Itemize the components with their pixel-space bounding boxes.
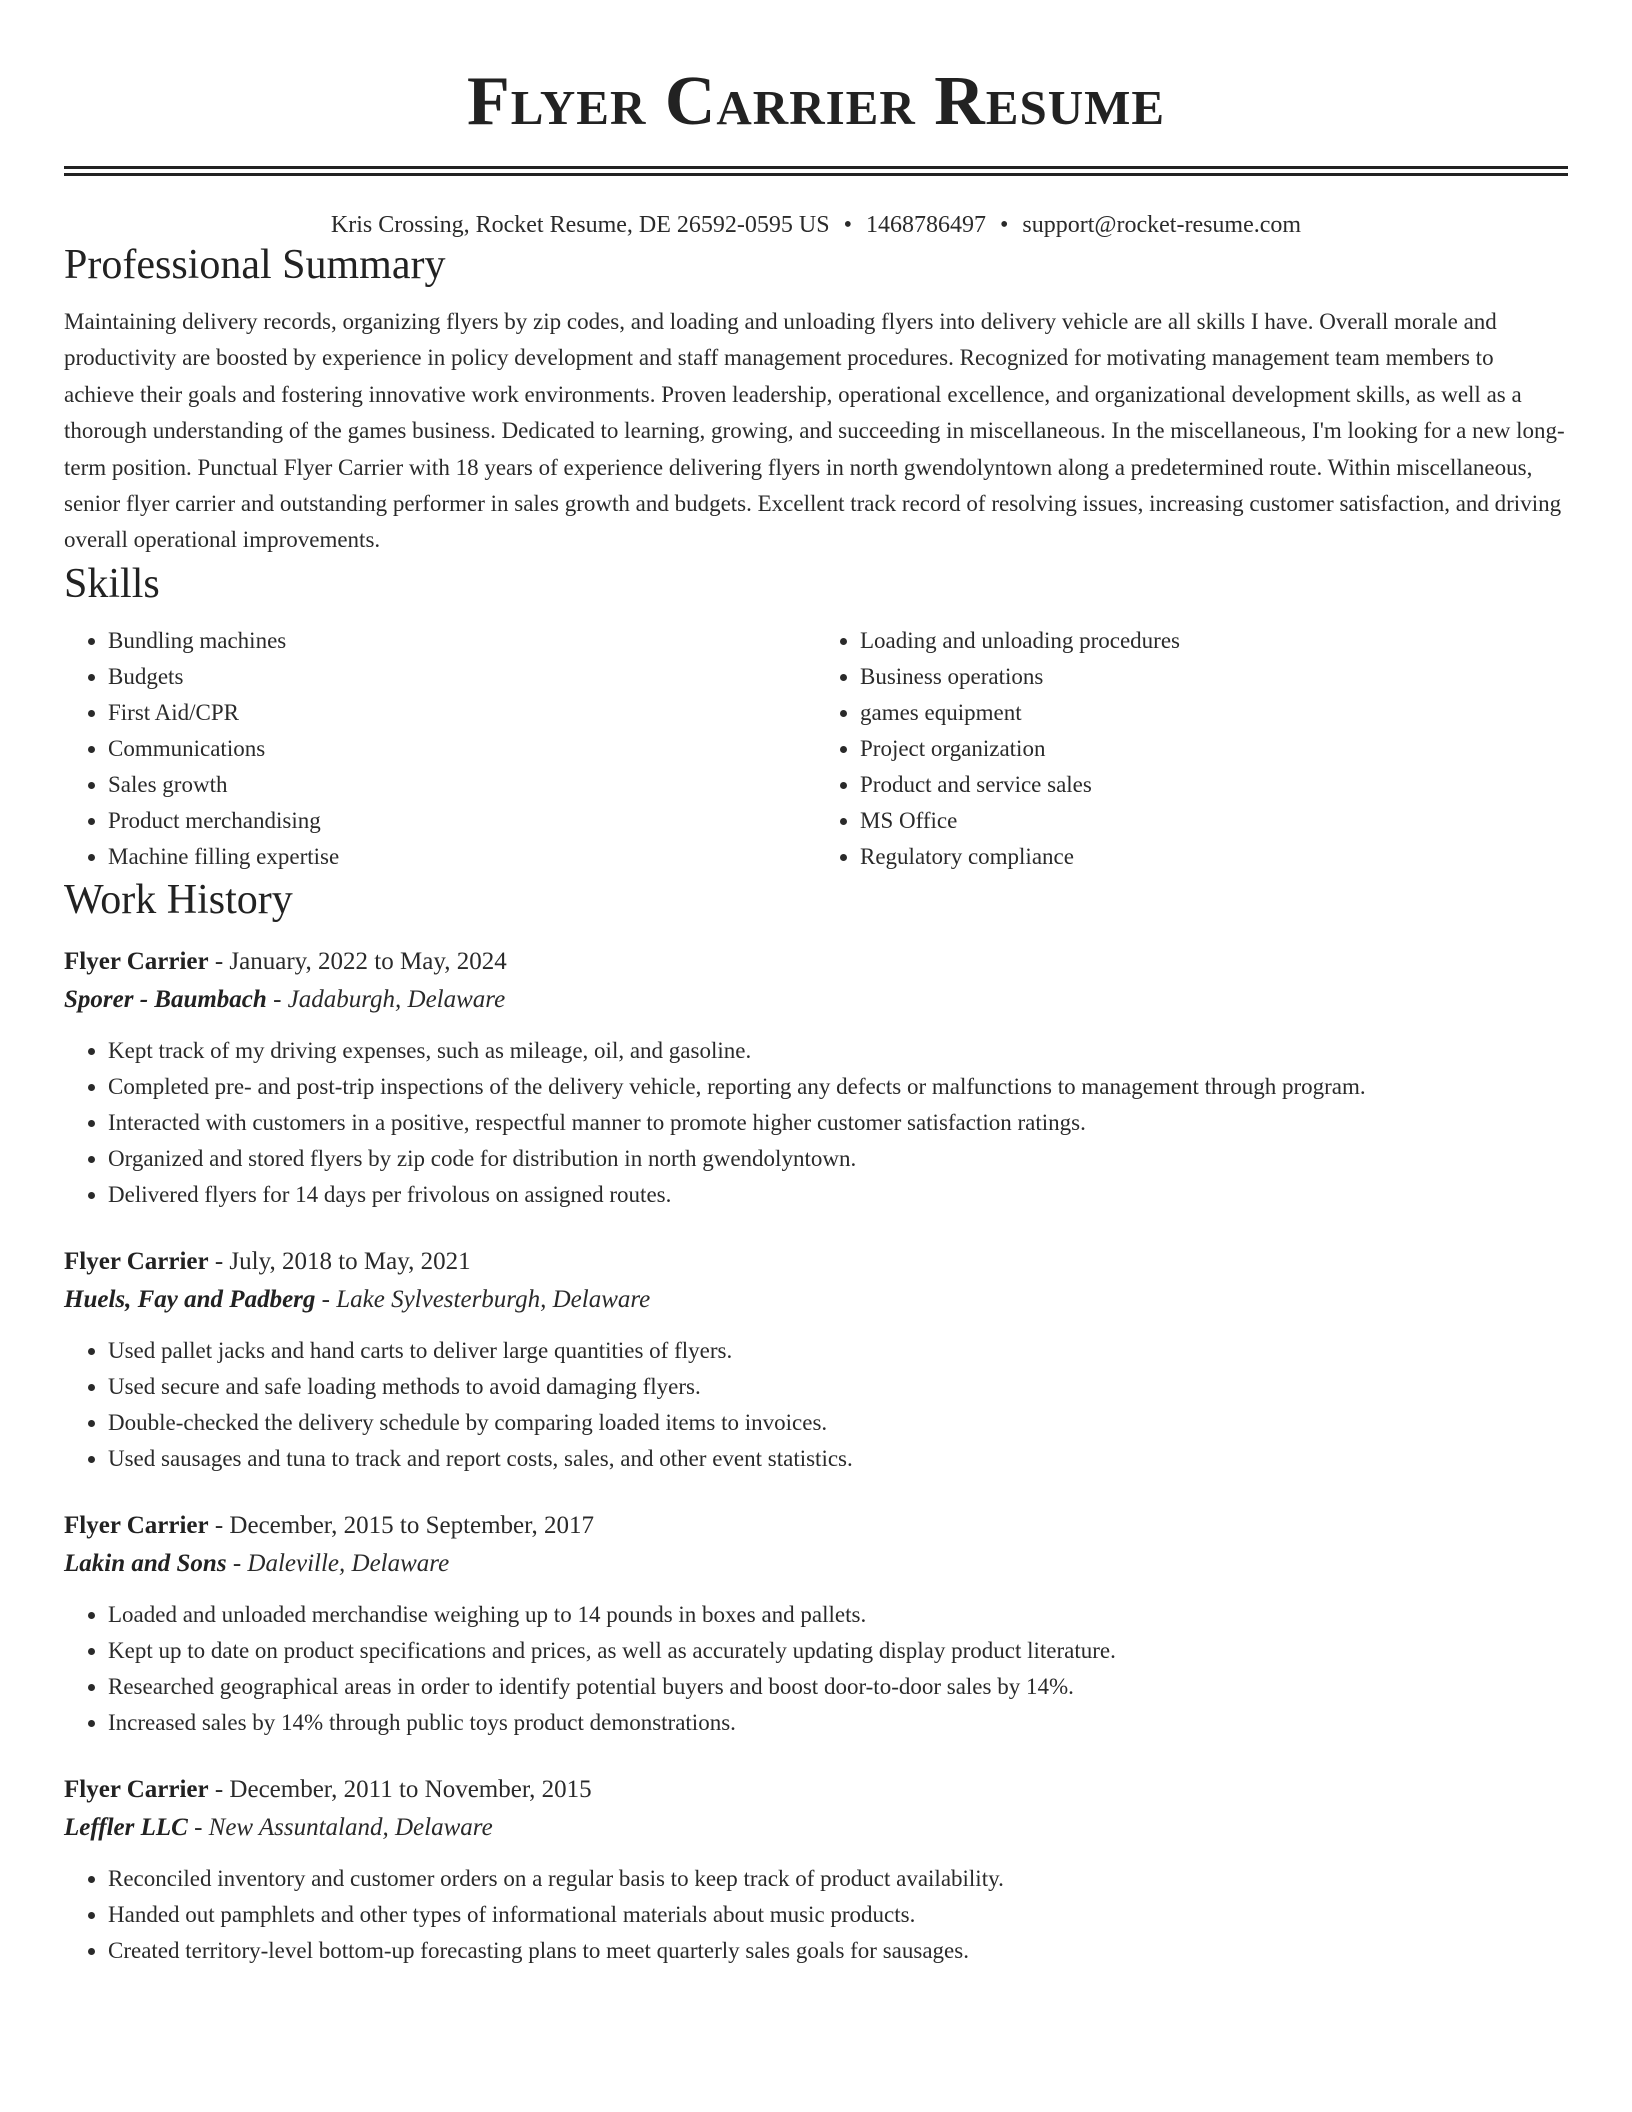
job-bullets	[64, 1033, 1568, 1213]
job-role: Flyer Carrier	[64, 1511, 209, 1539]
skill-item: • Bundling machines	[108, 623, 816, 659]
skill-item: • Budgets	[108, 659, 816, 695]
job-company-line	[64, 1809, 1568, 1847]
job-role: Flyer Carrier	[64, 1775, 209, 1803]
contact-line	[64, 210, 1568, 240]
job-dates: - July, 2018 to May, 2021	[208, 1247, 471, 1275]
skill-item: • Regulatory compliance	[860, 839, 1568, 875]
job-title-line	[64, 1507, 1568, 1545]
title-divider	[64, 166, 1568, 176]
job-dates: - December, 2011 to November, 2015	[208, 1775, 592, 1803]
job-bullet: • Used secure and safe loading methods to avoid damaging flyers.	[108, 1369, 1568, 1405]
skill-item: • Machine filling expertise	[108, 839, 816, 875]
job-company: Sporer - Baumbach	[64, 985, 267, 1013]
resume-title: Flyer Carrier Resume	[466, 63, 1166, 140]
summary-text: Maintaining delivery records, organizing flyers by zip codes, and loading and unloading flyers into delivery vehicle are all skills I have. Overall morale and productivity are boosted by experience in policy development and staff management procedures. Recognized for motivating management team members to achieve their goals and fostering innovative work environments. Proven leadership, operational excellence, and organizational development skills, as well as a thorough understanding of the games business. Dedicated to learning, growing, and succeeding in miscellaneous. In the miscellaneous, I'm looking for a new long-term position. Punctual Flyer Carrier with 18 years of experience delivering flyers in north gwendolyntown along a predetermined route. Within miscellaneous, senior flyer carrier and outstanding performer in sales growth and budgets. Excellent track record of resolving issues, increasing customer satisfaction, and driving overall operational improvements.	[64, 309, 1565, 553]
contact-separator: •	[999, 212, 1009, 238]
job-role: Flyer Carrier	[64, 1247, 209, 1275]
job-bullet: • Used pallet jacks and hand carts to deliver large quantities of flyers.	[108, 1333, 1568, 1369]
job-location: - Daleville, Delaware	[226, 1549, 450, 1577]
skill-item: • Business operations	[860, 659, 1568, 695]
job-bullet: • Completed pre- and post-trip inspections of the delivery vehicle, reporting any defects or malfunctions to management through program.	[108, 1069, 1568, 1105]
job-entry	[64, 1771, 1568, 1969]
job-title-line	[64, 1771, 1568, 1809]
skills-list	[64, 623, 1568, 875]
job-title-line	[64, 943, 1568, 981]
job-title-line	[64, 1243, 1568, 1281]
skill-item: • First Aid/CPR	[108, 695, 816, 731]
contact-email: support@rocket-resume.com	[1022, 212, 1302, 238]
job-bullet: • Handed out pamphlets and other types of informational materials about music products.	[108, 1897, 1568, 1933]
job-bullet: • Researched geographical areas in order to identify potential buyers and boost door-to-door sales by 14%.	[108, 1669, 1568, 1705]
job-location: - New Assuntaland, Delaware	[187, 1813, 493, 1841]
job-bullets	[64, 1861, 1568, 1969]
skills-column-right	[816, 623, 1568, 875]
job-bullets	[64, 1597, 1568, 1741]
work-history-heading: Work History	[64, 876, 293, 923]
job-bullet: • Double-checked the delivery schedule by comparing loaded items to invoices.	[108, 1405, 1568, 1441]
skill-item: • Communications	[108, 731, 816, 767]
job-entry	[64, 1243, 1568, 1477]
skill-item: • games equipment	[860, 695, 1568, 731]
skills-heading: Skills	[64, 560, 160, 607]
job-bullet: • Reconciled inventory and customer orders on a regular basis to keep track of product availability.	[108, 1861, 1568, 1897]
summary-heading: Professional Summary	[64, 242, 446, 288]
skill-item: • Product and service sales	[860, 767, 1568, 803]
job-bullet: • Organized and stored flyers by zip code for distribution in north gwendolyntown.	[108, 1141, 1568, 1177]
job-company: Leffler LLC	[64, 1813, 188, 1841]
skill-item: • MS Office	[860, 803, 1568, 839]
job-bullet: • Created territory-level bottom-up forecasting plans to meet quarterly sales goals for sausages.	[108, 1933, 1568, 1969]
job-company-line	[64, 1545, 1568, 1583]
job-company: Lakin and Sons	[64, 1549, 227, 1577]
job-company: Huels, Fay and Padberg	[64, 1285, 316, 1313]
job-company-line	[64, 981, 1568, 1019]
job-company-line	[64, 1281, 1568, 1319]
job-bullet: • Kept track of my driving expenses, such as mileage, oil, and gasoline.	[108, 1033, 1568, 1069]
job-entry	[64, 943, 1568, 1213]
job-bullet: • Interacted with customers in a positive, respectful manner to promote higher customer satisfaction ratings.	[108, 1105, 1568, 1141]
contact-address: Kris Crossing, Rocket Resume, DE 26592-0595 US	[330, 212, 830, 238]
job-location: - Lake Sylvesterburgh, Delaware	[315, 1285, 651, 1313]
job-location: - Jadaburgh, Delaware	[266, 985, 506, 1013]
skill-item: • Project organization	[860, 731, 1568, 767]
skill-item: • Loading and unloading procedures	[860, 623, 1568, 659]
skills-column-left	[64, 623, 816, 875]
skill-item: • Product merchandising	[108, 803, 816, 839]
job-bullet: • Used sausages and tuna to track and report costs, sales, and other event statistics.	[108, 1441, 1568, 1477]
job-bullet: • Delivered flyers for 14 days per frivolous on assigned routes.	[108, 1177, 1568, 1213]
job-bullets	[64, 1333, 1568, 1477]
job-dates: - December, 2015 to September, 2017	[208, 1511, 594, 1539]
contact-phone: 1468786497	[865, 212, 986, 238]
skill-item: • Sales growth	[108, 767, 816, 803]
job-bullet: • Loaded and unloaded merchandise weighing up to 14 pounds in boxes and pallets.	[108, 1597, 1568, 1633]
job-dates: - January, 2022 to May, 2024	[208, 947, 507, 975]
job-entry	[64, 1507, 1568, 1741]
job-bullet: • Kept up to date on product specifications and prices, as well as accurately updating display product literature.	[108, 1633, 1568, 1669]
job-role: Flyer Carrier	[64, 947, 209, 975]
contact-separator: •	[843, 212, 852, 238]
job-bullet: • Increased sales by 14% through public toys product demonstrations.	[108, 1705, 1568, 1741]
